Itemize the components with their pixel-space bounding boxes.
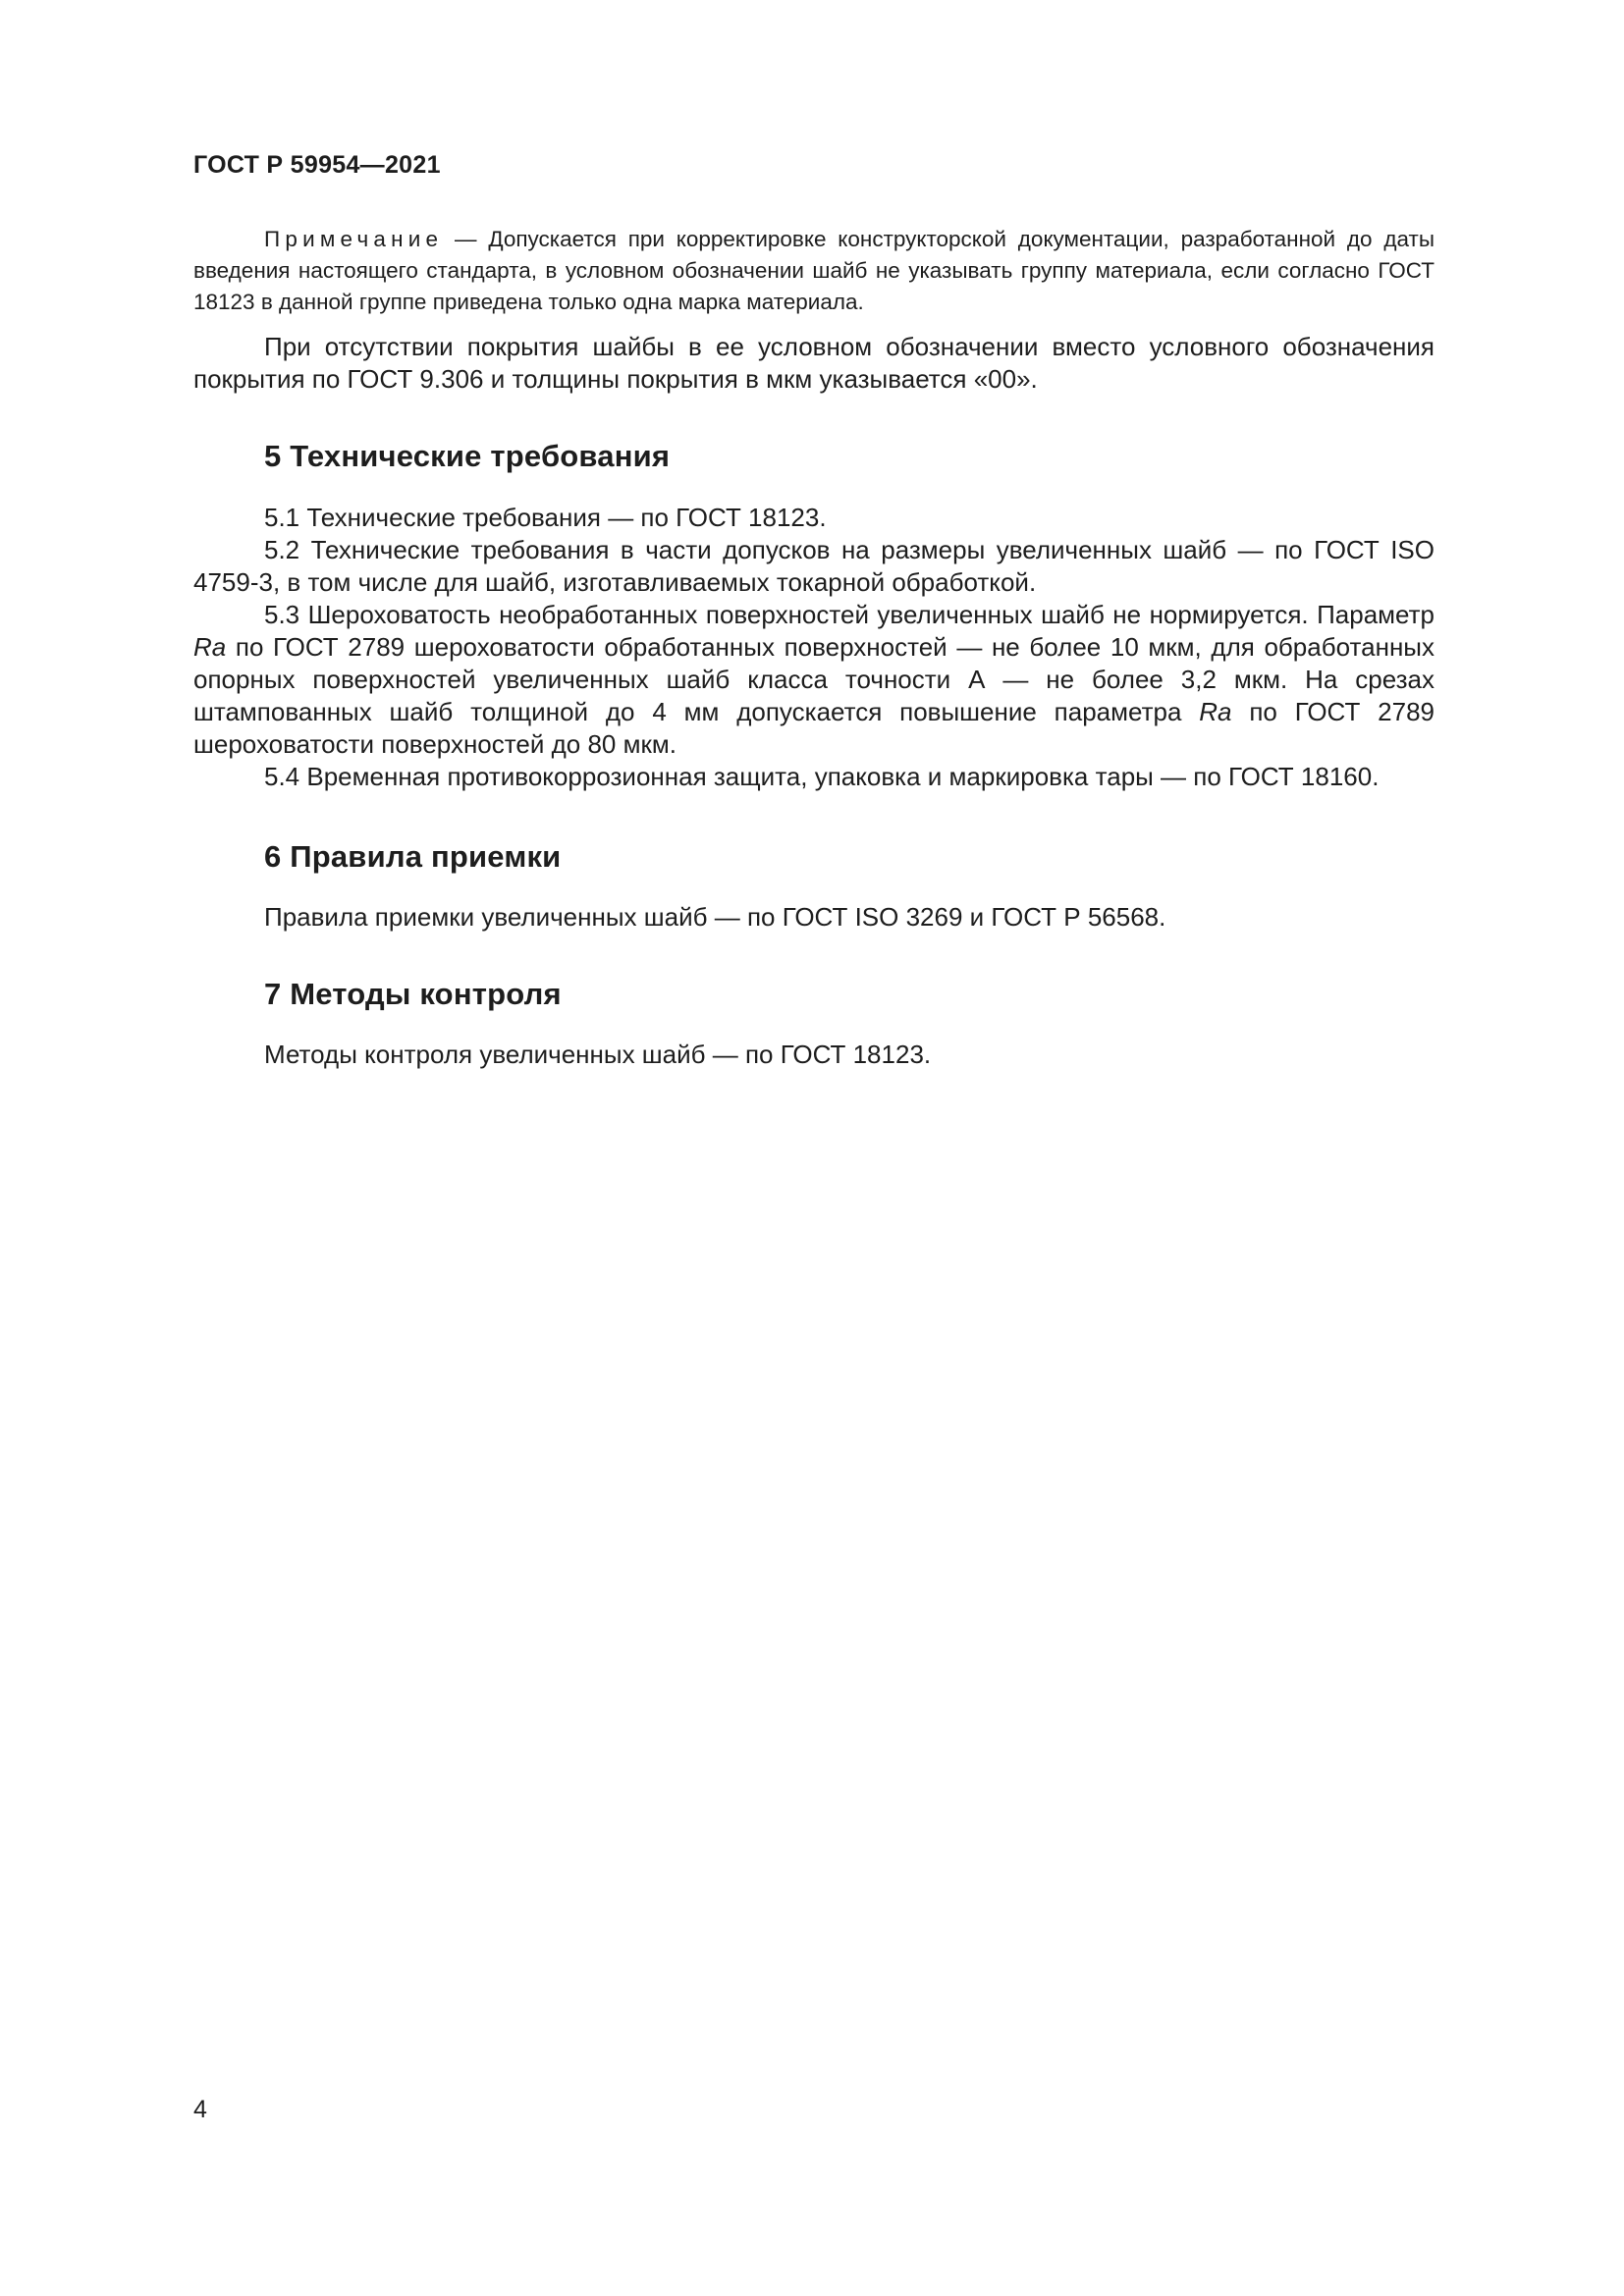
- clause-5-3-text-c: по ГОСТ 2789 шероховатости поверхностей до 80 мкм.: [193, 697, 1435, 759]
- note-label: Примечание: [264, 227, 444, 251]
- clause-5-3-text-b: по ГОСТ 2789 шероховатости обработанных поверхностей — не более 10 мкм, для обработанных опорных поверхностей увеличенных шайб класса точности А — не более 3,2 мкм. На срезах штампованных шайб толщиной до 4 мм допускается повышение параметра: [193, 632, 1435, 726]
- section-7-title: 7 Методы контроля: [264, 977, 562, 1011]
- document-header: ГОСТ Р 59954—2021: [193, 151, 441, 179]
- clause-5-3-text-a: 5.3 Шероховатость необработанных поверхностей увеличенных шайб не нормируется. Параметр: [264, 600, 1435, 629]
- section-7-body: [193, 1039, 1435, 1071]
- section-6-text: Правила приемки увеличенных шайб — по ГОСТ ISO 3269 и ГОСТ Р 56568.: [264, 902, 1166, 932]
- clause-5-3: [193, 599, 1435, 761]
- note-block: [193, 224, 1435, 318]
- clause-5-1: 5.1 Технические требования — по ГОСТ 18123.: [264, 503, 827, 532]
- section-6-title: 6 Правила приемки: [264, 839, 562, 874]
- section-7-text: Методы контроля увеличенных шайб — по ГОСТ 18123.: [264, 1040, 932, 1069]
- section-6-body: [193, 901, 1435, 934]
- section-5-body: [193, 502, 1435, 793]
- note-text: — Допускается при корректировке конструкторской документации, разработанной до даты введения настоящего стандарта, в условном обозначении шайб не указывать группу материала, если согласно ГОСТ 18123 в данной группе приведена только одна марка материала.: [193, 227, 1435, 314]
- coating-paragraph-block: [193, 331, 1435, 396]
- page-number: 4: [193, 2096, 207, 2123]
- ra-symbol: Ra: [193, 632, 227, 662]
- section-5-title: 5 Технические требования: [264, 439, 671, 473]
- ra-symbol: Ra: [1199, 697, 1232, 726]
- coating-paragraph: При отсутствии покрытия шайбы в ее условном обозначении вместо условного обозначения покрытия по ГОСТ 9.306 и толщины покрытия в мкм указывается «00».: [193, 332, 1435, 394]
- clause-5-2: 5.2 Технические требования в части допусков на размеры увеличенных шайб — по ГОСТ ISO 4759-3, в том числе для шайб, изготавливаемых токарной обработкой.: [193, 535, 1435, 597]
- note-paragraph: [193, 224, 1435, 318]
- clause-5-4: 5.4 Временная противокоррозионная защита, упаковка и маркировка тары — по ГОСТ 18160.: [264, 762, 1380, 791]
